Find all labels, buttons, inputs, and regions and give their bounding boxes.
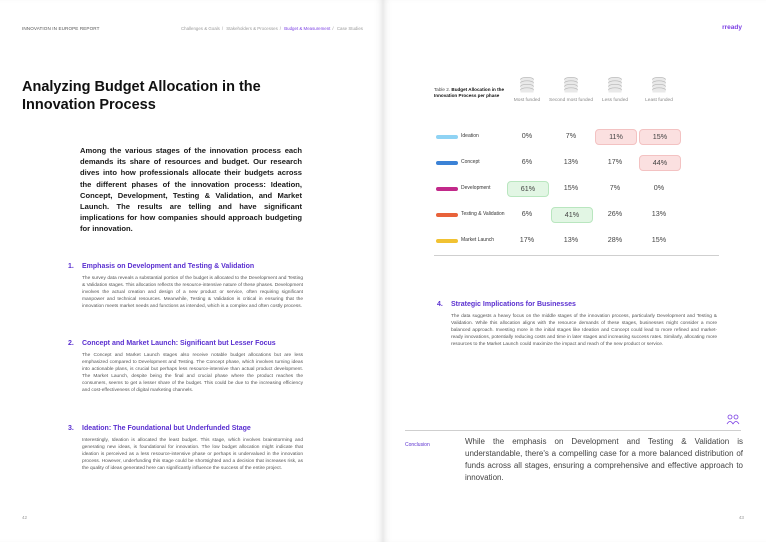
table-cell: 0% xyxy=(653,183,665,192)
coin-stack-icon xyxy=(563,77,579,95)
conclusion-label: Conclusion xyxy=(405,442,430,448)
phase-name: Development xyxy=(461,185,491,191)
table-cell: 7% xyxy=(565,131,577,140)
section-2-number: 2. xyxy=(68,340,74,347)
column-header xyxy=(549,77,593,104)
phase-name: Market Launch xyxy=(461,237,495,243)
table-cell: 11% xyxy=(595,129,637,145)
phase-color-bar xyxy=(436,161,458,165)
section-4-heading xyxy=(437,301,717,308)
phase-color-bar xyxy=(436,213,458,217)
section-1-title: Emphasis on Development and Testing & Validation xyxy=(82,263,255,270)
section-1 xyxy=(68,263,303,310)
page-title: Analyzing Budget Allocation in the Innovation Process xyxy=(22,79,261,113)
page-number-left: 42 xyxy=(22,515,28,520)
table-cell: 0% xyxy=(521,131,533,140)
phase-color-bar xyxy=(436,187,458,191)
table-caption-prefix: Table 2. xyxy=(434,87,451,92)
table-row xyxy=(434,180,719,200)
section-3-heading xyxy=(68,425,303,432)
table-row xyxy=(434,128,719,148)
section-4-number: 4. xyxy=(437,301,443,308)
table-cell: 15% xyxy=(639,129,681,145)
section-2-heading xyxy=(68,340,303,347)
table-cell: 61% xyxy=(507,181,549,197)
table-row xyxy=(434,154,719,174)
table-cell: 13% xyxy=(563,235,579,244)
table-cell: 6% xyxy=(521,157,533,166)
conclusion-divider xyxy=(405,430,741,431)
table-cell: 15% xyxy=(563,183,579,192)
brand-logo: rready xyxy=(722,24,742,31)
table-row xyxy=(434,206,719,226)
table-cell: 28% xyxy=(607,235,623,244)
table-cell: 44% xyxy=(639,155,681,171)
coin-stack-icon xyxy=(607,77,623,95)
phase-name: Testing & Validation xyxy=(461,211,505,217)
breadcrumb-item[interactable]: Stakeholders & Processes xyxy=(226,26,278,31)
table-cell: 17% xyxy=(519,235,535,244)
section-4-body: The data suggests a heavy focus on the middle stages of the innovation process, particularly Development and Testing & Validation. While this allocation aligns with the resource demands of these stages, businesses might consider a more balanced approach. Investing more in the initial stages like Ideation and Concept could lead to more refined and market-ready innovations, potentially reducing costs and time in later stages and increasing success rates. Similarly, allocating more resources to the Market Launch could maximize the impact and reach of the new product or service. xyxy=(451,314,717,348)
table-cell: 15% xyxy=(651,235,667,244)
phase-color-bar xyxy=(436,239,458,243)
intro-paragraph: Among the various stages of the innovation process each demands its share of resources and budget. Our research dives into how professionals allocate their budgets across the different phases of the innovation process: Ideation, Concept, Development, Testing & Validation, and Market Launch. The results are telling and have significant implications for how companies should approach budgeting for innovation. xyxy=(80,146,302,234)
conclusion-text: While the emphasis on Development and Testing & Validation is understandable, there's a compelling case for a more balanced distribution of funds across all stages, ensuring a comprehensive and effective approach to innovation. xyxy=(465,437,743,482)
phase-name: Ideation xyxy=(461,133,479,139)
table-cell: 7% xyxy=(609,183,621,192)
breadcrumb-item[interactable]: Case Studies xyxy=(336,26,363,31)
phase-color-bar xyxy=(436,135,458,139)
people-icon xyxy=(726,414,740,426)
breadcrumb-item[interactable]: Challenges & Goals xyxy=(181,26,220,31)
coin-stack-icon xyxy=(519,77,535,95)
running-header: INNOVATION IN EUROPE REPORT xyxy=(22,26,100,31)
column-header xyxy=(637,77,681,104)
table-caption-title: Budget Allocation in the Innovation Process per phase xyxy=(434,87,505,99)
column-header xyxy=(505,77,549,104)
column-header xyxy=(593,77,637,104)
section-4-title: Strategic Implications for Businesses xyxy=(451,301,576,308)
page-number-right: 43 xyxy=(738,515,744,520)
table-row xyxy=(434,232,719,252)
section-3-body: Interestingly, Ideation is allocated the least budget. This stage, which involves brainstorming and generating new ideas, is foundational for innovation. The low budget allocation might indicate that ideation is perceived as a less resource-intensive phase or perhaps is undervalued in the innovation process. However, underfunding this stage could be shortsighted and a decision that increases risk, as the quality of ideas generated here can significantly influence the success of the entire project. xyxy=(82,438,303,472)
table-cell: 6% xyxy=(521,209,533,218)
section-2-title: Concept and Market Launch: Significant but Lesser Focus xyxy=(82,340,276,347)
section-1-number: 1. xyxy=(68,263,74,270)
section-4 xyxy=(437,301,717,348)
section-2-body: The Concept and Market Launch stages also receive notable budget allocations but are less emphasized compared to Development and Testing. The Concept phase, which involves turning ideas into actionable plans, is crucial but perhaps less resource-intensive than actual product development. The Market Launch, despite being the final and crucial phase where the product reaches the consumers, seems to get a lesser share of the budget. This could be due to the increasing efficiency and cost-effectiveness of digital marketing channels. xyxy=(82,353,303,394)
section-1-heading xyxy=(68,263,303,270)
section-3-number: 3. xyxy=(68,425,74,432)
table-cell: 13% xyxy=(651,209,667,218)
column-header-label: Less funded xyxy=(601,98,629,103)
section-1-body: The survey data reveals a substantial portion of the budget is allocated to the Development and Testing & Validation stages. This allocation reflects the resource-intensive nature of these phases. Development involves the actual creation and design of a new product or service, often requiring significant manpower and technical resources. Meanwhile, Testing & Validation is critical in ensuring that the innovation meets market needs and functions as intended, which is a complex and often costly process. xyxy=(82,276,303,310)
section-3 xyxy=(68,425,303,472)
column-header-label: Least funded xyxy=(645,98,673,103)
phase-name: Concept xyxy=(461,159,480,165)
table-divider xyxy=(434,255,719,256)
section-2 xyxy=(68,340,303,395)
breadcrumb: Challenges & Goals / Stakeholders & Processes / Budget & Measurement / Case Studies xyxy=(181,26,363,31)
section-3-title: Ideation: The Foundational but Underfunded Stage xyxy=(82,425,251,432)
coin-stack-icon xyxy=(651,77,667,95)
table-cell: 17% xyxy=(607,157,623,166)
table-cell: 13% xyxy=(563,157,579,166)
table-cell: 26% xyxy=(607,209,623,218)
table-cell: 41% xyxy=(551,207,593,223)
column-header-label: Second most funded xyxy=(549,98,594,103)
column-header-label: Most funded xyxy=(513,98,541,103)
breadcrumb-item-active[interactable]: Budget & Measurement xyxy=(284,26,331,31)
